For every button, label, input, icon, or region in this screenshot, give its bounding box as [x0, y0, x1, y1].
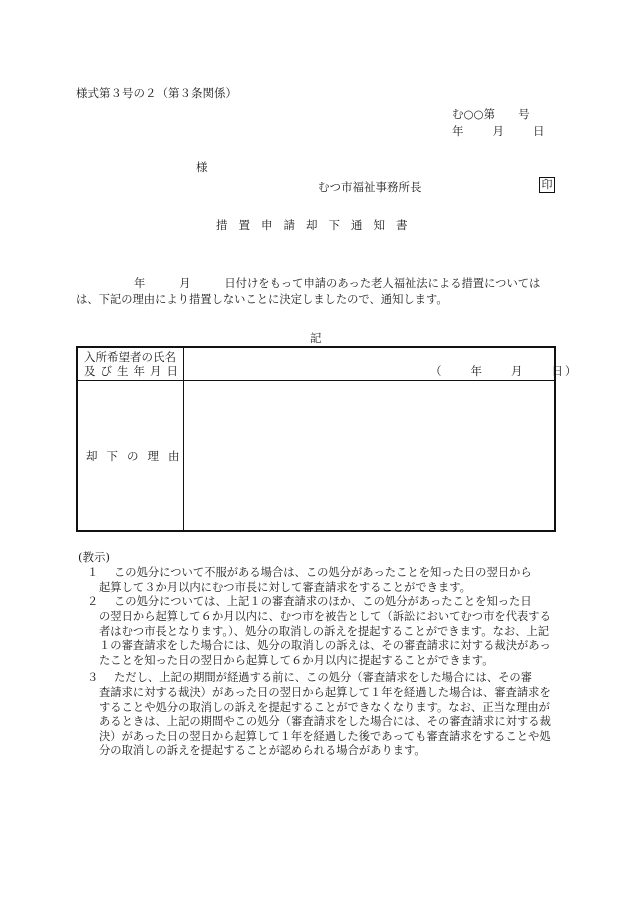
notice-item-3-number: ３: [87, 671, 99, 684]
table-row-divider: [78, 380, 554, 381]
notice-item-2-lead: この処分については、上記１の審査請求のほか、この処分があったことを知った日: [114, 595, 532, 608]
intro-line-1: 年 月 日付けをもって申請のあった老人福祉法による措置については: [134, 277, 541, 290]
seal-mark: 印: [539, 177, 555, 193]
reason-label: 却下の理由: [86, 449, 189, 463]
intro-line-2: は、下記の理由により措置しないことに決定しましたので、通知します。: [76, 293, 448, 306]
notice-item-3-lead: ただし、上記の期間が経過する前に、この処分（審査請求をした場合には、その審: [114, 671, 532, 684]
notice-item-1-lead: この処分について不服がある場合は、この処分があったことを知った日の翌日から: [114, 566, 532, 579]
issue-date: 年 月 日: [452, 124, 547, 138]
notice-heading: (教示): [78, 550, 110, 564]
addressee-suffix: 様: [196, 160, 208, 174]
document-title: 措置申請却下通知書: [216, 218, 419, 232]
applicant-label-line-1: 入所希望者の氏名: [84, 350, 176, 364]
notice-item-2-number: ２: [87, 595, 99, 608]
document-number: む○○第 号: [452, 107, 530, 121]
table-column-divider: [183, 348, 184, 530]
birth-date-field[interactable]: （ 年 月 日）: [430, 364, 579, 378]
notice-item-3-text: 査請求に対する裁決）があった日の翌日から起算して１年を経過した場合は、審査請求をすることや処分の取消しの訴えを提起することができなくなります。なお、正当な理由があるときは、上記の期間やこの処分（審査請求をした場合には、その審査請求に対する裁決）があった日の翌日から起算して１年を経過した後であっても審査請求をすることや処分の取消しの訴えを提起することが認められる場合があります。: [99, 686, 551, 758]
reason-field[interactable]: [186, 384, 552, 528]
notice-item-2-text: の翌日から起算して６か月以内に、むつ市を被告として（訴訟においてむつ市を代表する者はむつ市長となります。）、処分の取消しの訴えを提起することができます。なお、上記１の審査請求をした場合には、処分の取消しの訴えは、その審査請求に対する裁決があったことを知った日の翌日から起算して６か月以内に提起することができます。: [99, 610, 551, 667]
form-label: 様式第３号の２（第３条関係）: [76, 86, 237, 100]
issuer-name: むつ市福祉事務所長: [318, 180, 422, 194]
notice-item-1-number: １: [87, 566, 99, 579]
notice-item-1-text: 起算して３か月以内にむつ市長に対して審査請求をすることができます。: [99, 581, 471, 594]
details-table: [76, 346, 579, 532]
applicant-label-line-2: 及び生年月日: [84, 364, 183, 378]
ki-heading: 記: [310, 331, 322, 345]
